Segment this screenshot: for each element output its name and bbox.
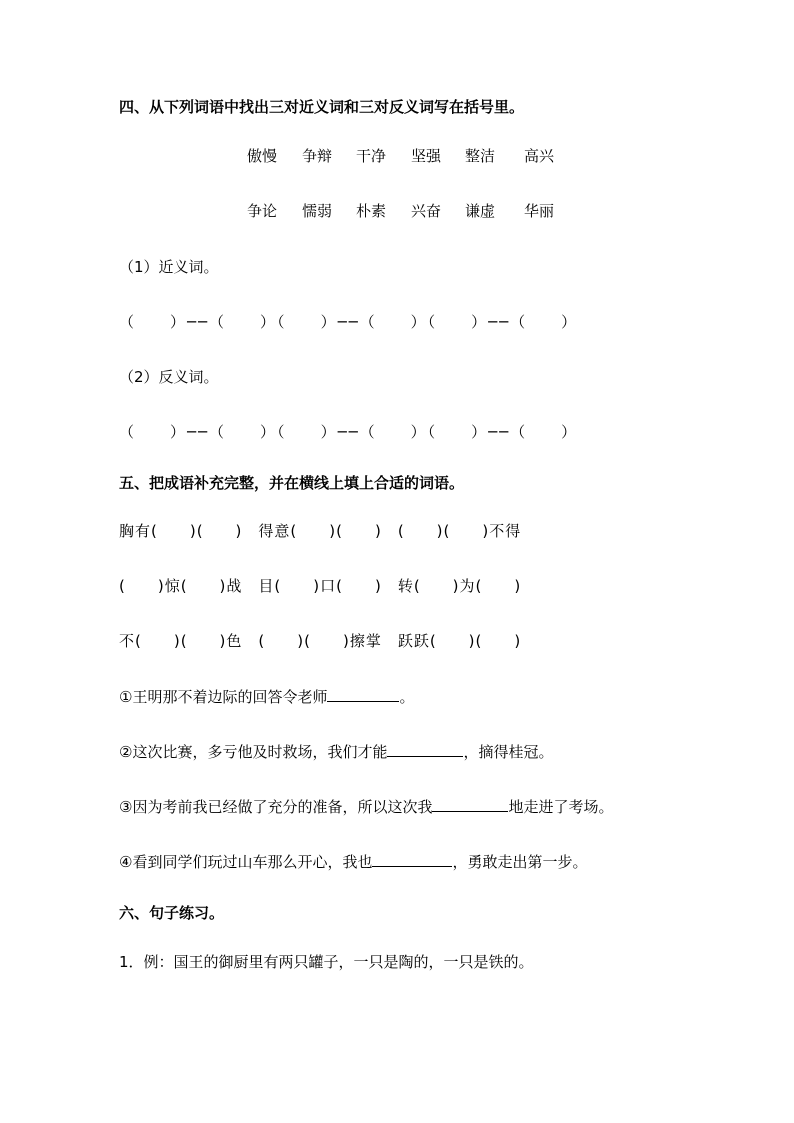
sentence-2 — [119, 742, 553, 762]
word-item: 坚强 — [411, 147, 442, 165]
sentence-3 — [119, 797, 613, 817]
sentence-4-end: ，勇敢走出第一步。 — [452, 853, 588, 871]
word-item: 懦弱 — [302, 202, 333, 220]
sentence-2-text: ②这次比赛，多亏他及时救场，我们才能 — [119, 743, 388, 761]
idiom-row-3: 不( )( )色 ( )( )擦掌 跃跃( )( ) — [119, 632, 522, 650]
blank-line[interactable] — [372, 852, 452, 867]
word-item: 争辩 — [302, 147, 333, 165]
antonym-label: （2）反义词。 — [119, 368, 219, 386]
word-item: 争论 — [247, 202, 278, 220]
synonym-label: （1）近义词。 — [119, 258, 219, 276]
sentence-4 — [119, 852, 587, 872]
word-item: 整洁 — [465, 147, 496, 165]
word-item: 华丽 — [524, 202, 555, 220]
sentence-1 — [119, 687, 414, 707]
word-item: 傲慢 — [247, 147, 278, 165]
blank-line[interactable] — [327, 687, 399, 702]
sentence-1-text: ①王明那不着边际的回答令老师 — [119, 688, 328, 706]
idiom-row-1: 胸有( )( ) 得意( )( ) ( )( )不得 — [119, 522, 522, 540]
word-item: 兴奋 — [411, 202, 442, 220]
sentence-4-text: ④看到同学们玩过山车那么开心，我也 — [119, 853, 373, 871]
word-item: 朴素 — [356, 202, 387, 220]
blank-line[interactable] — [387, 742, 463, 757]
section6-heading: 六、句子练习。 — [119, 904, 225, 922]
synonym-blanks: （ ）──（ ）（ ）──（ ）（ ）──（ ） — [119, 313, 579, 331]
sentence-1-end: 。 — [399, 688, 415, 706]
word-item: 干净 — [356, 147, 387, 165]
sentence-3-end: 地走进了考场。 — [508, 798, 614, 816]
antonym-blanks: （ ）──（ ）（ ）──（ ）（ ）──（ ） — [119, 423, 579, 441]
section4-heading: 四、从下列词语中找出三对近义词和三对反义词写在括号里。 — [119, 98, 525, 116]
section5-heading: 五、把成语补充完整，并在横线上填上合适的词语。 — [119, 474, 465, 492]
word-item: 高兴 — [524, 147, 555, 165]
word-item: 谦虚 — [465, 202, 496, 220]
example-sentence: 1．例：国王的御厨里有两只罐子，一只是陶的，一只是铁的。 — [119, 953, 534, 971]
blank-line[interactable] — [432, 797, 508, 812]
sentence-3-text: ③因为考前我已经做了充分的准备，所以这次我 — [119, 798, 433, 816]
sentence-2-end: ，摘得桂冠。 — [463, 743, 554, 761]
idiom-row-2: ( )惊( )战 目( )口( ) 转( )为( ) — [119, 577, 522, 595]
